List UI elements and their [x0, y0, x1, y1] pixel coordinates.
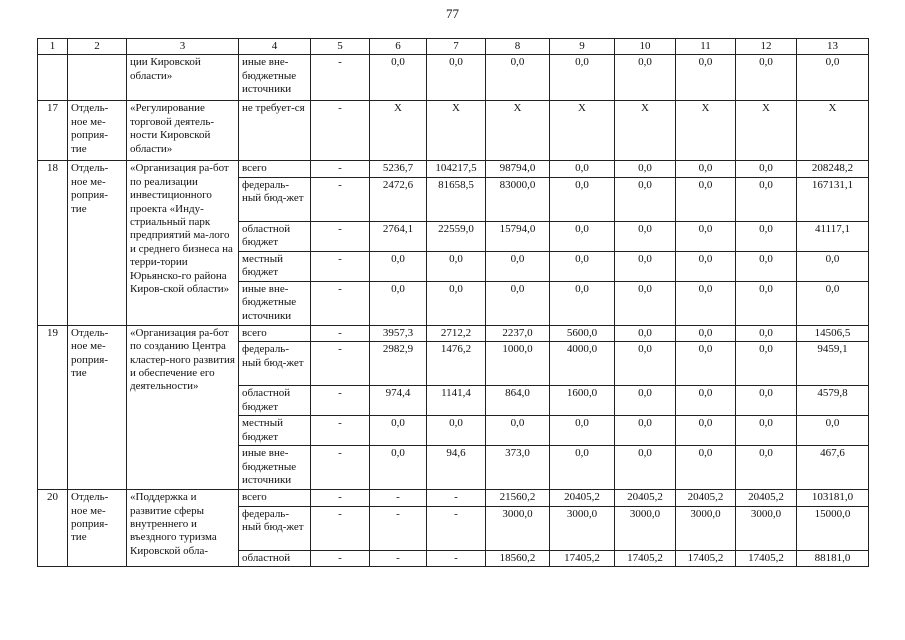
amount-cell: 0,0 — [615, 55, 676, 101]
column-header: 7 — [427, 39, 486, 55]
amount-cell: 0,0 — [615, 416, 676, 446]
funding-source: федераль-ный бюд-жет — [239, 177, 311, 221]
amount-cell: 20405,2 — [550, 490, 615, 506]
table-row — [38, 161, 869, 177]
activity-type — [68, 55, 127, 101]
amount-cell: 0,0 — [736, 177, 797, 221]
amount-cell: - — [427, 550, 486, 566]
amount-cell: 2982,9 — [370, 342, 427, 386]
amount-cell: 4579,8 — [797, 386, 869, 416]
amount-cell: Х — [736, 101, 797, 161]
amount-cell: - — [370, 490, 427, 506]
amount-cell: 0,0 — [550, 161, 615, 177]
amount-cell: 0,0 — [797, 55, 869, 101]
amount-cell: 0,0 — [427, 281, 486, 325]
table-body — [38, 55, 869, 567]
amount-cell: 0,0 — [550, 281, 615, 325]
amount-cell: 864,0 — [486, 386, 550, 416]
funding-source: всего — [239, 161, 311, 177]
amount-cell: 2237,0 — [486, 325, 550, 341]
amount-cell: 0,0 — [736, 416, 797, 446]
row-number: 18 — [38, 161, 68, 325]
amount-cell: 3000,0 — [486, 506, 550, 550]
budget-table — [37, 38, 869, 567]
amount-cell: Х — [550, 101, 615, 161]
amount-cell: 20405,2 — [615, 490, 676, 506]
column-5-value: - — [311, 342, 370, 386]
amount-cell: 208248,2 — [797, 161, 869, 177]
funding-source: всего — [239, 490, 311, 506]
amount-cell: 0,0 — [486, 55, 550, 101]
page-number: 77 — [446, 6, 459, 21]
amount-cell: Х — [427, 101, 486, 161]
amount-cell: 0,0 — [550, 251, 615, 281]
amount-cell: 2472,6 — [370, 177, 427, 221]
amount-cell: 2712,2 — [427, 325, 486, 341]
column-5-value: - — [311, 221, 370, 251]
column-header: 13 — [797, 39, 869, 55]
amount-cell: 41117,1 — [797, 221, 869, 251]
amount-cell: 3000,0 — [736, 506, 797, 550]
amount-cell: - — [427, 506, 486, 550]
funding-source: не требует-ся — [239, 101, 311, 161]
amount-cell: 0,0 — [676, 386, 736, 416]
activity-name: «Организация ра-бот по реализации инвестиционного проекта «Инду-стриальный парк предприятий ма-лого и среднего бизнеса на терри-тории Юрьянско-го района Киров-ской области» — [127, 161, 239, 325]
funding-source: местный бюджет — [239, 416, 311, 446]
amount-cell: 0,0 — [427, 55, 486, 101]
amount-cell: 5600,0 — [550, 325, 615, 341]
activity-name: ции Кировской области» — [127, 55, 239, 101]
amount-cell: 0,0 — [427, 416, 486, 446]
column-5-value: - — [311, 386, 370, 416]
column-5-value: - — [311, 506, 370, 550]
column-5-value: - — [311, 550, 370, 566]
activity-type: Отдель-ное ме-роприя-тие — [68, 161, 127, 325]
amount-cell: 0,0 — [736, 446, 797, 490]
amount-cell: 3000,0 — [550, 506, 615, 550]
column-5-value: - — [311, 251, 370, 281]
amount-cell: 1000,0 — [486, 342, 550, 386]
amount-cell: 1141,4 — [427, 386, 486, 416]
amount-cell: 0,0 — [615, 177, 676, 221]
table-row — [38, 55, 869, 101]
amount-cell: 15794,0 — [486, 221, 550, 251]
column-5-value: - — [311, 281, 370, 325]
amount-cell: 0,0 — [550, 55, 615, 101]
amount-cell: 0,0 — [486, 416, 550, 446]
amount-cell: 0,0 — [370, 446, 427, 490]
row-number: 19 — [38, 325, 68, 489]
amount-cell: 0,0 — [736, 251, 797, 281]
column-header: 10 — [615, 39, 676, 55]
amount-cell: 0,0 — [370, 416, 427, 446]
amount-cell: 20405,2 — [736, 490, 797, 506]
amount-cell: 0,0 — [550, 177, 615, 221]
amount-cell: Х — [370, 101, 427, 161]
amount-cell: 88181,0 — [797, 550, 869, 566]
amount-cell: 0,0 — [615, 446, 676, 490]
amount-cell: 0,0 — [736, 221, 797, 251]
funding-source: всего — [239, 325, 311, 341]
amount-cell: 0,0 — [676, 177, 736, 221]
amount-cell: 0,0 — [797, 416, 869, 446]
funding-source: федераль-ный бюд-жет — [239, 506, 311, 550]
funding-source: местный бюджет — [239, 251, 311, 281]
funding-source: областной бюджет — [239, 221, 311, 251]
amount-cell: 3000,0 — [676, 506, 736, 550]
amount-cell: 81658,5 — [427, 177, 486, 221]
amount-cell: 0,0 — [736, 325, 797, 341]
amount-cell: 0,0 — [676, 221, 736, 251]
activity-type: Отдель-ное ме-роприя-тие — [68, 490, 127, 567]
amount-cell: 0,0 — [370, 281, 427, 325]
amount-cell: 1476,2 — [427, 342, 486, 386]
amount-cell: 18560,2 — [486, 550, 550, 566]
amount-cell: - — [427, 490, 486, 506]
amount-cell: - — [370, 506, 427, 550]
amount-cell: 974,4 — [370, 386, 427, 416]
amount-cell: 1600,0 — [550, 386, 615, 416]
column-5-value: - — [311, 490, 370, 506]
amount-cell: 0,0 — [615, 325, 676, 341]
column-5-value: - — [311, 101, 370, 161]
amount-cell: 0,0 — [736, 55, 797, 101]
amount-cell: 17405,2 — [550, 550, 615, 566]
column-header: 3 — [127, 39, 239, 55]
column-header: 8 — [486, 39, 550, 55]
amount-cell: 20405,2 — [676, 490, 736, 506]
amount-cell: 0,0 — [676, 342, 736, 386]
amount-cell: 103181,0 — [797, 490, 869, 506]
amount-cell: 14506,5 — [797, 325, 869, 341]
amount-cell: 0,0 — [676, 325, 736, 341]
activity-type: Отдель-ное ме-роприя-тие — [68, 325, 127, 489]
column-header: 4 — [239, 39, 311, 55]
amount-cell: 0,0 — [550, 221, 615, 251]
activity-type: Отдель-ное ме-роприя-тие — [68, 101, 127, 161]
amount-cell: 17405,2 — [615, 550, 676, 566]
amount-cell: 0,0 — [427, 251, 486, 281]
funding-source: иные вне-бюджетные источники — [239, 446, 311, 490]
amount-cell: 98794,0 — [486, 161, 550, 177]
column-header: 2 — [68, 39, 127, 55]
amount-cell: 15000,0 — [797, 506, 869, 550]
column-5-value: - — [311, 55, 370, 101]
funding-source: областной бюджет — [239, 386, 311, 416]
funding-source: областной — [239, 550, 311, 566]
amount-cell: 3000,0 — [615, 506, 676, 550]
funding-source: иные вне-бюджетные источники — [239, 55, 311, 101]
amount-cell: 0,0 — [736, 161, 797, 177]
amount-cell: 0,0 — [370, 55, 427, 101]
header-row — [38, 39, 869, 55]
amount-cell: 0,0 — [550, 446, 615, 490]
amount-cell: 0,0 — [615, 161, 676, 177]
amount-cell: 5236,7 — [370, 161, 427, 177]
amount-cell: 0,0 — [676, 281, 736, 325]
funding-source: иные вне-бюджетные источники — [239, 281, 311, 325]
amount-cell: Х — [797, 101, 869, 161]
column-5-value: - — [311, 161, 370, 177]
amount-cell: 0,0 — [615, 251, 676, 281]
amount-cell: 0,0 — [676, 416, 736, 446]
column-header: 12 — [736, 39, 797, 55]
column-5-value: - — [311, 446, 370, 490]
column-5-value: - — [311, 416, 370, 446]
row-number — [38, 55, 68, 101]
amount-cell: 83000,0 — [486, 177, 550, 221]
amount-cell: 22559,0 — [427, 221, 486, 251]
amount-cell: 3957,3 — [370, 325, 427, 341]
amount-cell: 0,0 — [736, 281, 797, 325]
table-row — [38, 325, 869, 341]
amount-cell: 167131,1 — [797, 177, 869, 221]
amount-cell: 373,0 — [486, 446, 550, 490]
amount-cell: 0,0 — [797, 251, 869, 281]
amount-cell: 0,0 — [486, 281, 550, 325]
activity-name: «Регулирование торговой деятель-ности Кировской области» — [127, 101, 239, 161]
amount-cell: 94,6 — [427, 446, 486, 490]
activity-name: «Организация ра-бот по созданию Центра кластер-ного развития и обеспечение его деятельности» — [127, 325, 239, 489]
amount-cell: 0,0 — [736, 342, 797, 386]
amount-cell: 0,0 — [550, 416, 615, 446]
row-number: 17 — [38, 101, 68, 161]
amount-cell: 0,0 — [676, 446, 736, 490]
column-header: 11 — [676, 39, 736, 55]
amount-cell: 0,0 — [797, 281, 869, 325]
amount-cell: 467,6 — [797, 446, 869, 490]
column-5-value: - — [311, 177, 370, 221]
amount-cell: 9459,1 — [797, 342, 869, 386]
amount-cell: 0,0 — [676, 251, 736, 281]
amount-cell: 0,0 — [736, 386, 797, 416]
amount-cell: 104217,5 — [427, 161, 486, 177]
amount-cell: 0,0 — [615, 386, 676, 416]
table-header — [38, 39, 869, 55]
column-5-value: - — [311, 325, 370, 341]
amount-cell: Х — [676, 101, 736, 161]
column-header: 1 — [38, 39, 68, 55]
column-header: 6 — [370, 39, 427, 55]
amount-cell: 17405,2 — [736, 550, 797, 566]
amount-cell: 17405,2 — [676, 550, 736, 566]
amount-cell: 0,0 — [676, 161, 736, 177]
amount-cell: 2764,1 — [370, 221, 427, 251]
funding-source: федераль-ный бюд-жет — [239, 342, 311, 386]
amount-cell: 0,0 — [615, 342, 676, 386]
column-header: 9 — [550, 39, 615, 55]
amount-cell: 0,0 — [615, 221, 676, 251]
table-row — [38, 101, 869, 161]
amount-cell: 0,0 — [486, 251, 550, 281]
amount-cell: - — [370, 550, 427, 566]
amount-cell: 21560,2 — [486, 490, 550, 506]
column-header: 5 — [311, 39, 370, 55]
amount-cell: 0,0 — [615, 281, 676, 325]
amount-cell: Х — [486, 101, 550, 161]
activity-name: «Поддержка и развитие сферы внутреннего и въездного туризма Кировской обла- — [127, 490, 239, 567]
amount-cell: 0,0 — [370, 251, 427, 281]
amount-cell: 4000,0 — [550, 342, 615, 386]
row-number: 20 — [38, 490, 68, 567]
amount-cell: 0,0 — [676, 55, 736, 101]
table-row — [38, 490, 869, 506]
amount-cell: Х — [615, 101, 676, 161]
